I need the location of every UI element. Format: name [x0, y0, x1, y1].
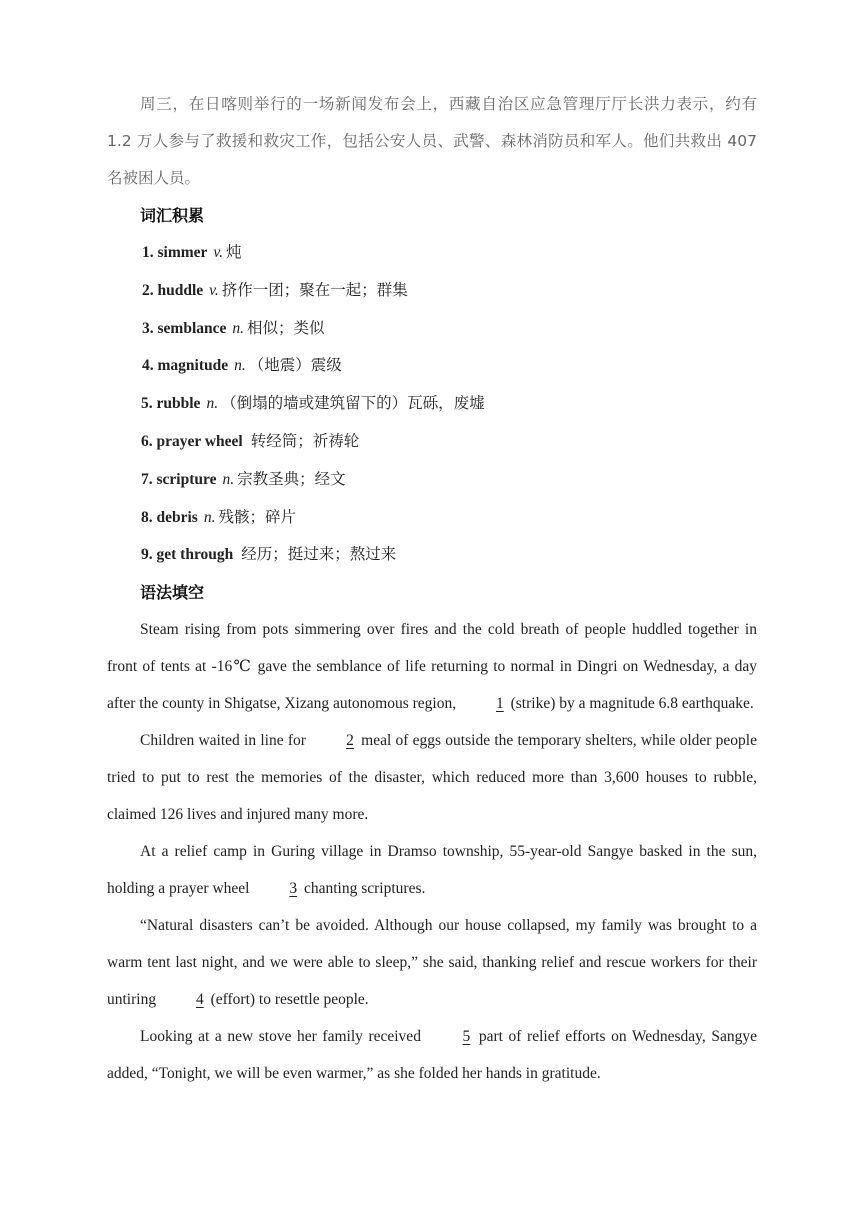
- vocab-item: 9. get through 经历；挺过来；熬过来: [141, 545, 397, 564]
- answer-blank-5[interactable]: 5: [462, 1028, 471, 1046]
- passage-paragraph-5: Looking at a new stove her family received 5 part of relief efforts on Wednesday, Sangye added, “Tonight, we will be even warmer,” as she folded her hands in gratitude.: [107, 1018, 757, 1092]
- vocab-item: 1. simmer v. 炖: [142, 243, 242, 261]
- answer-blank-4[interactable]: 4: [195, 991, 204, 1009]
- answer-blank-2[interactable]: 2: [346, 732, 354, 750]
- vocab-item: 3. semblance n. 相似；类似: [142, 318, 325, 337]
- passage-paragraph-1: Steam rising from pots simmering over fires and the cold breath of people huddled together in front of tents at -16℃ gave the semblance of life returning to normal in Dingri on Wednesday, a day after the county in Shigatse, Xizang autonomous region, 1 (strike) by a magnitude 6.8 earthquake.: [107, 611, 757, 722]
- document-page: [107, 86, 757, 1092]
- vocab-item: 7. scripture n. 宗教圣典；经文: [141, 469, 346, 488]
- passage-paragraph-2: Children waited in line for 2 meal of eggs outside the temporary shelters, while older people tried to put to rest the memories of the disaster, which reduced more than 3,600 houses to rubble, claimed 126 lives and injured many more.: [107, 722, 757, 833]
- vocab-item: 6. prayer wheel 转经筒；祈祷轮: [141, 431, 360, 450]
- vocab-list: [107, 234, 757, 574]
- answer-blank-1[interactable]: 1: [495, 695, 504, 713]
- vocab-heading: 词汇积累: [140, 206, 205, 225]
- vocab-item: 4. magnitude n. （地震）震级: [142, 356, 342, 375]
- passage-paragraph-4: “Natural disasters can’t be avoided. Although our house collapsed, my family was brought to a warm tent last night, and we were able to sleep,” she said, thanking relief and rescue workers for their untiring 4 (effort) to resettle people.: [107, 907, 757, 1018]
- answer-blank-3[interactable]: 3: [289, 880, 298, 898]
- intro-paragraph: 周三，在日喀则举行的一场新闻发布会上，西藏自治区应急管理厅厅长洪力表示，约有 1.2 万人参与了救援和救灾工作，包括公安人员、武警、森林消防员和军人。他们共救出 407 名被困人员。: [107, 95, 757, 187]
- vocab-item: 2. huddle v. 挤作一团；聚在一起；群集: [142, 280, 408, 299]
- passage-paragraph-3: At a relief camp in Guring village in Dramso township, 55-year-old Sangye basked in the sun, holding a prayer wheel 3 chanting scriptures.: [107, 833, 757, 907]
- vocab-item: 5. rubble n. （倒塌的墙或建筑留下的）瓦砾，废墟: [141, 394, 485, 413]
- vocab-item: 8. debris n. 残骸；碎片: [141, 507, 296, 526]
- grammar-heading: 语法填空: [140, 583, 205, 603]
